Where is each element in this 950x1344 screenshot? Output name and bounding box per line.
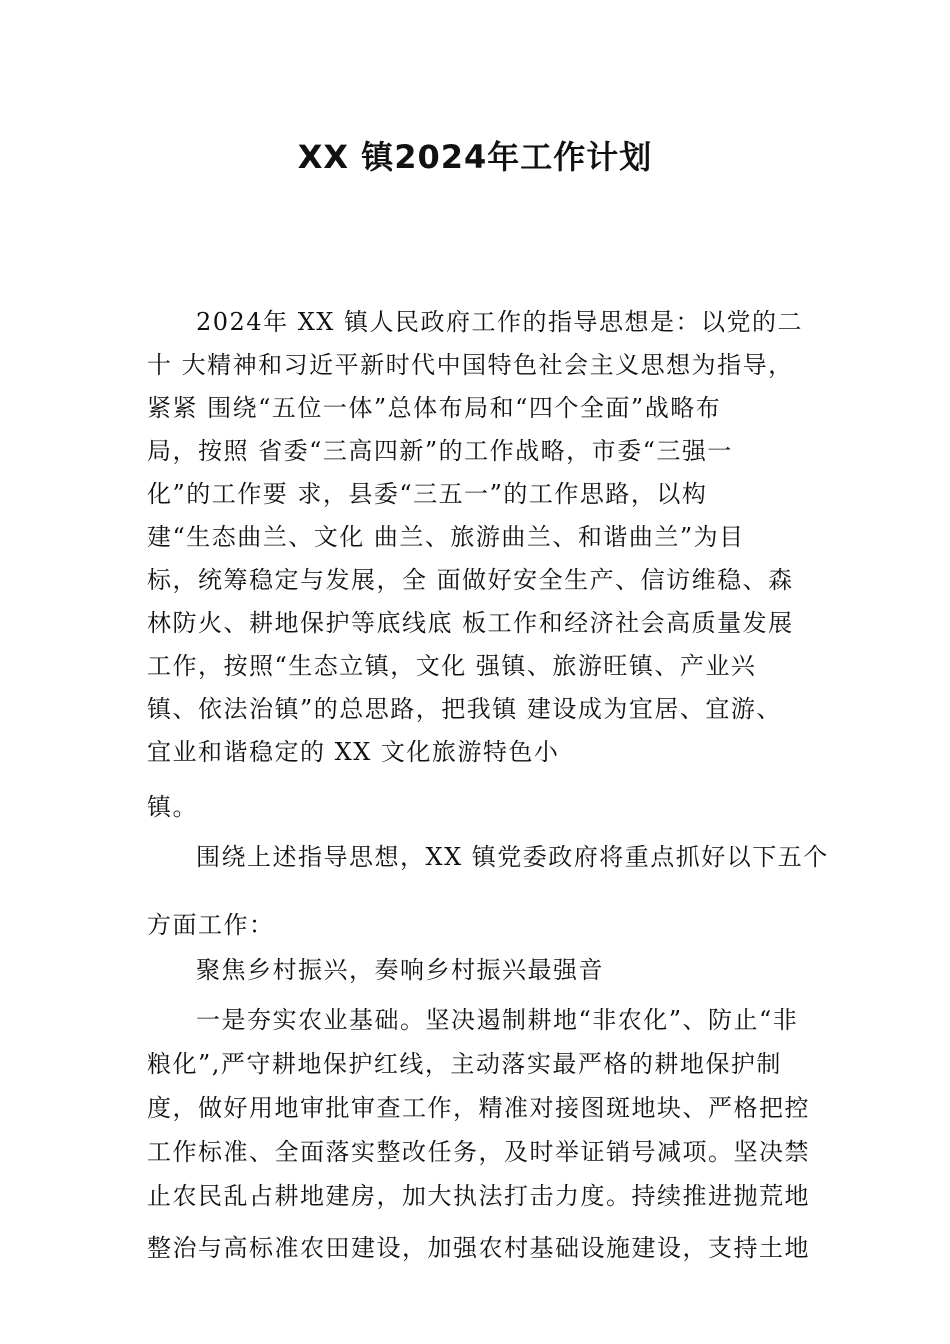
paragraph-line: 局，按照 省委“三高四新”的工作战略，市委“三强一	[147, 437, 733, 465]
section-heading: 聚焦乡村振兴，奏响乡村振兴最强音	[196, 956, 604, 984]
paragraph-line: 建“生态曲兰、文化 曲兰、旅游曲兰、和谐曲兰”为目	[147, 523, 745, 551]
paragraph-line: 止农民乱占耕地建房，加大执法打击力度。持续推进抛荒地	[147, 1182, 810, 1210]
paragraph-line: 工作标准、全面落实整改任务，及时举证销号减项。坚决禁	[147, 1138, 810, 1166]
paragraph-line: 宜业和谐稳定的 XX 文化旅游特色小	[147, 738, 560, 766]
paragraph-line: 标，统筹稳定与发展，全 面做好安全生产、信访维稳、森	[147, 566, 794, 594]
document-title: XX 镇2024年工作计划	[297, 138, 653, 176]
paragraph-line: 2024年 XX 镇人民政府工作的指导思想是：以党的二	[196, 308, 804, 336]
paragraph-line: 整治与高标准农田建设，加强农村基础设施建设，支持土地	[147, 1234, 810, 1262]
paragraph-line: 粮化”,严守耕地保护红线，主动落实最严格的耕地保护制	[147, 1050, 782, 1078]
paragraph-line: 围绕上述指导思想，XX 镇党委政府将重点抓好以下五个	[196, 843, 829, 871]
paragraph-line: 方面工作：	[147, 911, 275, 939]
paragraph-line: 工作，按照“生态立镇，文化 强镇、旅游旺镇、产业兴	[147, 652, 757, 680]
paragraph-line: 十 大精神和习近平新时代中国特色社会主义思想为指导，	[147, 351, 794, 379]
paragraph-line: 化”的工作要 求，县委“三五一”的工作思路，以构	[147, 480, 708, 508]
paragraph-line: 镇。	[147, 793, 198, 821]
paragraph-line: 一是夯实农业基础。坚决遏制耕地“非农化”、防止“非	[196, 1006, 799, 1034]
paragraph-line: 度，做好用地审批审查工作，精准对接图斑地块、严格把控	[147, 1094, 810, 1122]
paragraph-line: 林防火、耕地保护等底线底 板工作和经济社会高质量发展	[147, 609, 794, 637]
paragraph-line: 紧紧 围绕“五位一体”总体布局和“四个全面”战略布	[147, 394, 722, 422]
paragraph-line: 镇、依法治镇”的总思路，把我镇 建设成为宜居、宜游、	[147, 695, 782, 723]
